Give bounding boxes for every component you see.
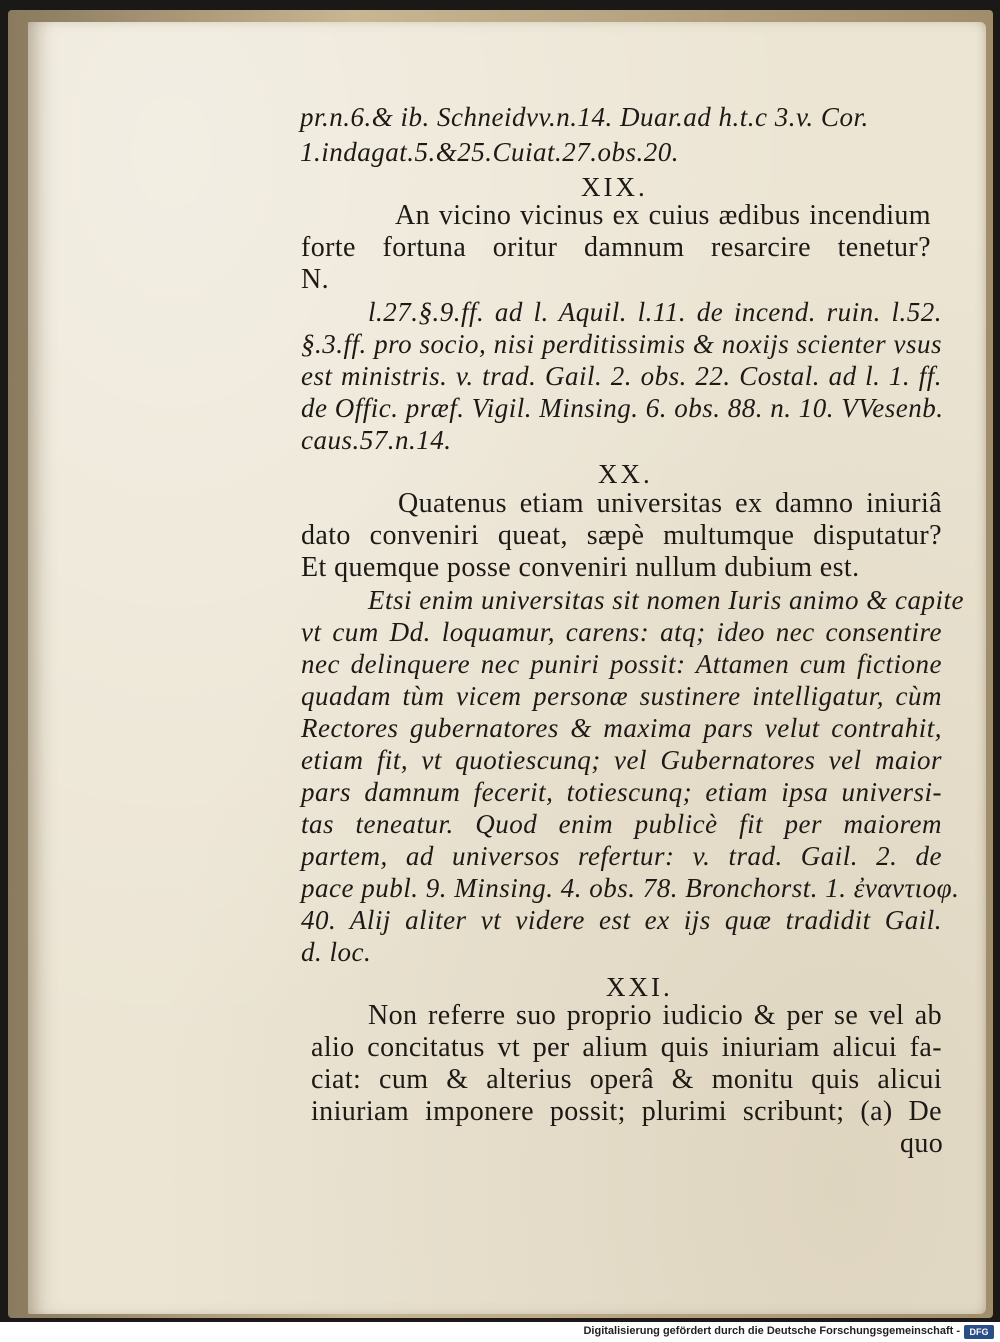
text-line: de Offic. præf. Vigil. Minsing. 6. obs. 88. n. 10. VVesenb.: [301, 393, 944, 423]
text-line: 1.indagat.5.&25.Cuiat.27.obs.20.: [300, 137, 680, 167]
text-line: alio concitatus vt per alium quis iniuriam alicui fa-: [311, 1032, 942, 1063]
text-line: etiam fit, vt quotiescunq; vel Gubernatores vel maior: [301, 745, 942, 775]
footer: [0, 1322, 1000, 1342]
text-line: caus.57.n.14.: [301, 425, 452, 455]
text-line: N.: [301, 264, 330, 295]
text-line: §.3.ff. pro socio, nisi perditissimis & noxijs scienter vsus: [301, 329, 942, 359]
text-line: 40. Alij aliter vt videre est ex ijs quæ tradidit Gail.: [301, 905, 942, 935]
text-line: An vicino vicinus ex cuius ædibus incendium: [395, 200, 931, 231]
text-line: ciat: cum & alterius operâ & monitu quis alicui: [311, 1064, 942, 1095]
text-line: Non referre suo proprio iudicio & per se vel ab: [368, 1000, 942, 1031]
section-heading: XX.: [598, 459, 653, 489]
text-line: nec delinquere nec puniri possit: Attamen cum fictione: [301, 649, 942, 679]
text-line: partem, ad universos refertur: v. trad. Gail. 2. de: [301, 841, 942, 871]
text-line: pr.n.6.& ib. Schneidvv.n.14. Duar.ad h.t.c 3.v. Cor.: [300, 102, 869, 132]
text-line: est ministris. v. trad. Gail. 2. obs. 22. Costal. ad l. 1. ff.: [301, 361, 942, 391]
text-line: dato conveniri queat, sæpè multumque disputatur?: [301, 520, 942, 551]
text-line: iniuriam imponere possit; plurimi scribunt; (a) De: [311, 1096, 942, 1127]
text-line: d. loc.: [301, 937, 372, 967]
section-heading: XXI.: [606, 972, 673, 1002]
text-line: Quatenus etiam universitas ex damno iniuriâ: [398, 488, 942, 519]
book-page: [28, 22, 986, 1314]
footer-credit: Digitalisierung gefördert durch die Deutsche Forschungsgemeinschaft -: [583, 1325, 960, 1337]
catchword: quo: [900, 1128, 944, 1159]
text-line: Rectores gubernatores & maxima pars velut contrahit,: [301, 713, 942, 743]
text-line: Et quemque posse conveniri nullum dubium est.: [301, 552, 860, 583]
section-heading: XIX.: [581, 172, 648, 202]
text-line: l.27.§.9.ff. ad l. Aquil. l.11. de incend. ruin. l.52.: [368, 297, 942, 327]
dfg-logo-icon: DFG: [964, 1325, 994, 1339]
text-line: pace publ. 9. Minsing. 4. obs. 78. Bronchorst. 1. ἐναντιοφ.: [301, 873, 960, 903]
text-line: vt cum Dd. loquamur, carens: atq; ideo nec consentire: [301, 617, 942, 647]
text-line: pars damnum fecerit, totiescunq; etiam ipsa universi-: [301, 777, 942, 807]
text-line: forte fortuna oritur damnum resarcire tenetur?: [301, 232, 931, 263]
text-line: tas teneatur. Quod enim publicè fit per maiorem: [301, 809, 942, 839]
text-line: quadam tùm vicem personæ sustinere intelligatur, cùm: [301, 681, 942, 711]
text-line: Etsi enim universitas sit nomen Iuris animo & capite: [368, 585, 964, 615]
